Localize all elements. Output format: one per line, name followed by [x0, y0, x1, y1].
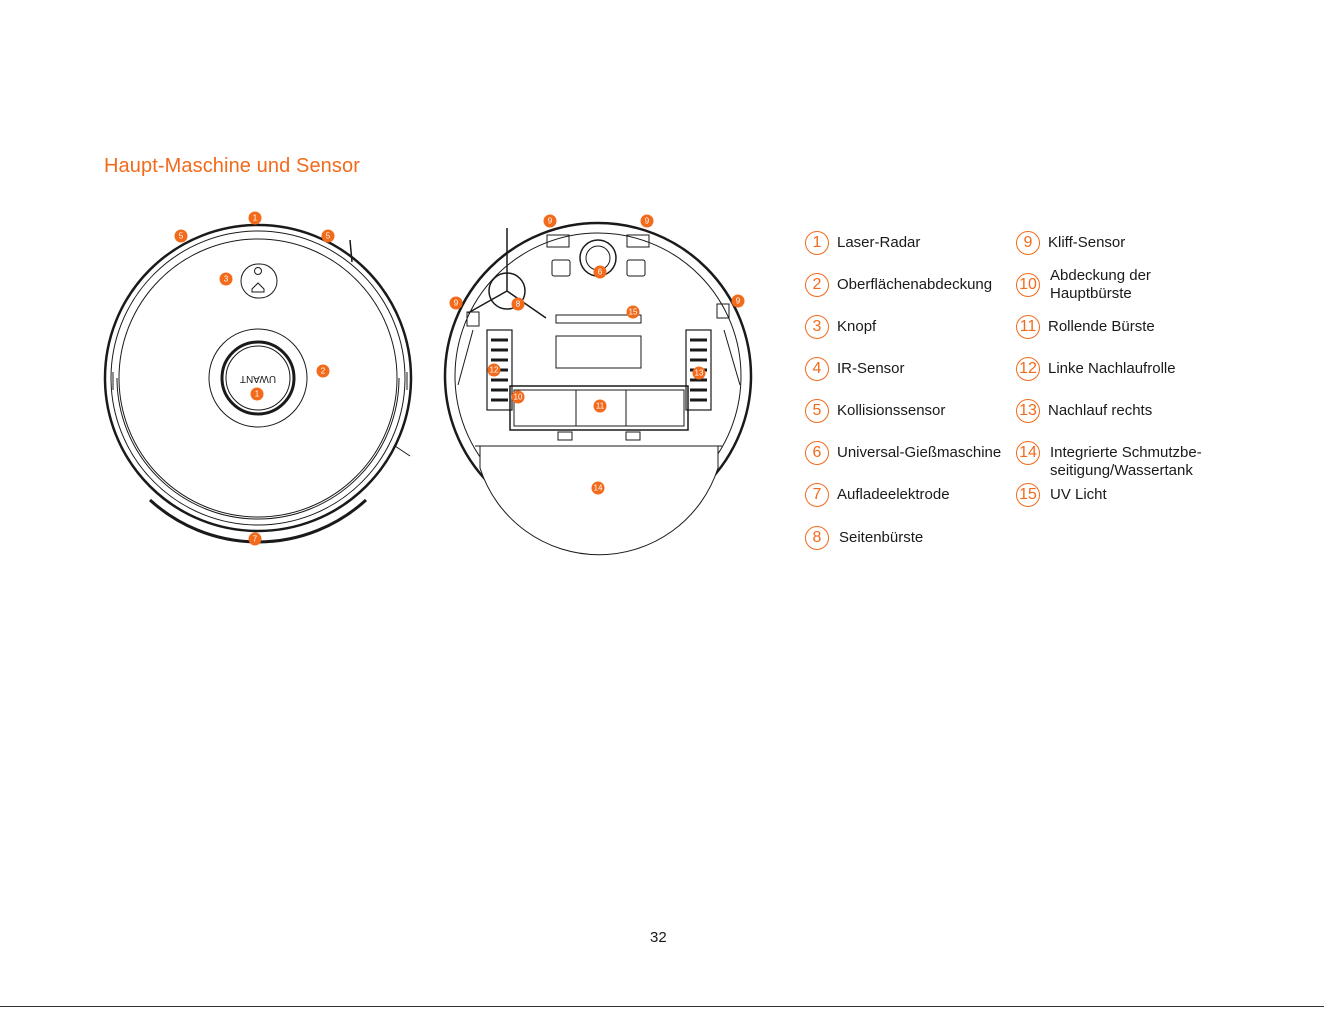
marker-5-right: 5	[325, 231, 331, 241]
legend-item-7	[805, 483, 950, 507]
legend-number: 6	[805, 441, 829, 465]
marker-7: 7	[252, 534, 258, 544]
marker-1: 1	[254, 389, 260, 399]
legend-item-9	[1016, 231, 1125, 255]
legend-item-8	[805, 526, 923, 550]
marker-3: 3	[223, 274, 229, 284]
legend-label: Rollende Bürste	[1048, 318, 1155, 335]
marker-9-right: 9	[735, 296, 741, 306]
legend-item-13	[1016, 399, 1152, 423]
page-bottom-rule	[0, 1006, 1324, 1007]
legend-item-10	[1016, 264, 1151, 303]
marker-15: 15	[628, 307, 638, 317]
legend-label: Integrierte Schmutzbe- seitigung/Wassertank	[1050, 444, 1202, 479]
legend-item-14	[1016, 441, 1202, 480]
legend-number: 14	[1016, 441, 1040, 465]
marker-9-top-left: 9	[547, 216, 553, 226]
legend-item-2	[805, 273, 992, 297]
marker-10: 10	[513, 392, 523, 402]
legend-label: Universal-Gießmaschine	[837, 444, 1002, 461]
svg-text:1: 1	[252, 213, 258, 223]
section-title: Haupt-Maschine und Sensor	[104, 155, 360, 177]
legend-label: Kliff-Sensor	[1048, 234, 1126, 251]
legend-label: Oberflächenabdeckung	[837, 276, 993, 293]
marker-9-left: 9	[453, 298, 459, 308]
legend-item-4	[805, 357, 905, 381]
legend-number: 13	[1016, 399, 1040, 423]
marker-14: 14	[593, 483, 603, 493]
legend-number: 12	[1016, 357, 1040, 381]
legend-label: Aufladeelektrode	[837, 486, 950, 503]
legend-label: Seitenbürste	[839, 529, 924, 546]
legend-number: 4	[805, 357, 829, 381]
page-number: 32	[650, 929, 667, 946]
legend-number: 7	[805, 483, 829, 507]
legend-number: 15	[1016, 483, 1040, 507]
legend-label: IR-Sensor	[837, 360, 905, 377]
legend-number: 9	[1016, 231, 1040, 255]
legend-item-5	[805, 399, 945, 423]
legend-number: 10	[1016, 273, 1040, 297]
legend-label: Nachlauf rechts	[1048, 402, 1153, 419]
marker-8: 8	[515, 299, 521, 309]
marker-12: 12	[489, 365, 499, 375]
legend-label: Linke Nachlaufrolle	[1048, 360, 1176, 377]
legend-number: 11	[1016, 315, 1040, 339]
legend-number: 8	[805, 526, 829, 550]
legend-label: UV Licht	[1050, 486, 1107, 503]
legend-number: 1	[805, 231, 829, 255]
legend-item-3	[805, 315, 876, 339]
marker-9-top-right: 9	[644, 216, 650, 226]
legend-item-12	[1016, 357, 1176, 381]
legend-item-11	[1016, 315, 1155, 339]
legend-number: 5	[805, 399, 829, 423]
legend-label: Knopf	[837, 318, 877, 335]
legend-label: Abdeckung der Hauptbürste	[1050, 267, 1151, 302]
legend-number: 2	[805, 273, 829, 297]
legend-label: Kollisionssensor	[837, 402, 946, 419]
marker-5-left: 5	[178, 231, 184, 241]
marker-6: 6	[597, 267, 603, 277]
legend-label: Laser-Radar	[837, 234, 921, 251]
legend-number: 3	[805, 315, 829, 339]
marker-11: 11	[595, 401, 605, 411]
legend-item-1	[805, 231, 920, 255]
legend-item-6	[805, 441, 1001, 465]
legend-item-15	[1016, 483, 1107, 507]
robot-logo: UWANT	[239, 373, 277, 384]
marker-13: 13	[694, 368, 704, 378]
marker-2: 2	[320, 366, 326, 376]
